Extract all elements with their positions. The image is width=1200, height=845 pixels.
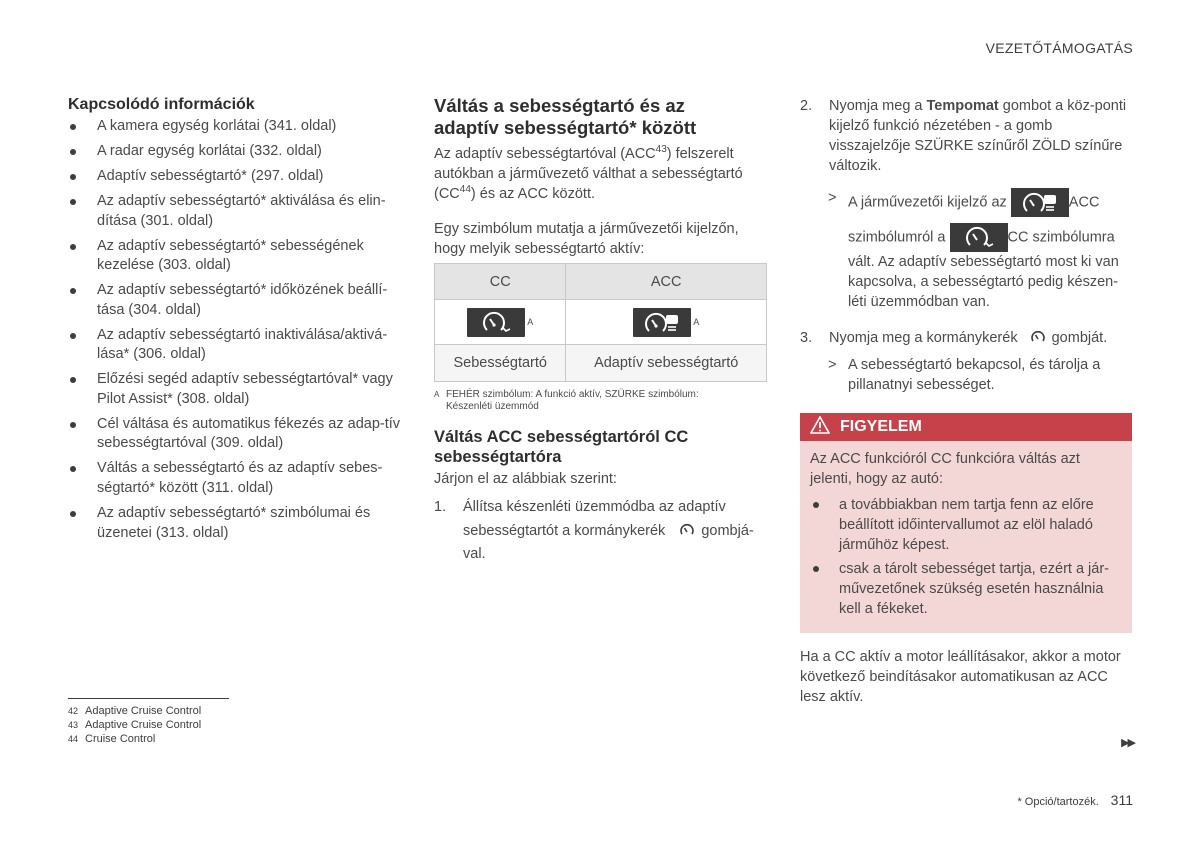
table-label-cc: Sebességtartó [435, 345, 566, 382]
list-item[interactable]: Adaptív sebességtartó* (297. oldal) [68, 167, 403, 187]
footnote: 43 Adaptive Cruise Control [68, 719, 202, 731]
step-list-3 [800, 328, 1135, 351]
continue-arrows-icon[interactable]: ▶▶ [1121, 737, 1134, 749]
related-info-section [68, 95, 403, 549]
bullet-icon [70, 466, 76, 472]
step-2-result: > A járművezetői kijelző az ACC szimbólumról a CC szimbólumra vált. Az adaptív sebességtartó most ki van kapcsolva, a sebességtartó pedig készen-léti üzemmódban van. [828, 190, 1119, 310]
list-item: a továbbiakban nem tartja fenn az előre beállított időintervallumot az elöl haladó járműhöz képest. [810, 495, 1122, 555]
list-item[interactable]: Váltás a sebességtartó és az adaptív sebes-ségtartó* között (311. oldal) [68, 459, 403, 498]
warning-title: FIGYELEM [840, 418, 922, 435]
warning-header [800, 413, 1132, 441]
subsection-intro: Járjon el az alábbiak szerint: [434, 471, 617, 487]
cruise-control-icon [467, 308, 525, 337]
list-item[interactable]: Az adaptív sebességtartó inaktiválása/aktivá-lása* (306. oldal) [68, 326, 403, 365]
chapter-header: VEZETŐTÁMOGATÁS [985, 40, 1133, 56]
bullet-icon [70, 174, 76, 180]
subsection-title: Váltás ACC sebességtartóról CC sebességtartóra [434, 428, 689, 466]
table-header-cc: CC [435, 264, 566, 300]
footnote-divider [68, 698, 229, 699]
table-footnote: A FEHÉR szimbólum: A funkció aktív, SZÜRKE szimbólum: Készenléti üzemmód [434, 389, 699, 412]
adaptive-cruise-control-icon [633, 308, 691, 337]
bullet-icon [813, 502, 819, 508]
warning-box [800, 413, 1132, 633]
warning-list [810, 495, 1122, 619]
table-cell-cc-icon: A [435, 300, 566, 345]
cruise-control-icon [950, 223, 1008, 252]
page-footer [1017, 792, 1133, 808]
bullet-icon [70, 333, 76, 339]
related-info-heading: Kapcsolódó információk [68, 96, 255, 113]
cruise-symbol-table [434, 263, 767, 382]
step-3: 3. Nyomja meg a kormánykerék gombját. [800, 328, 1135, 351]
list-item: csak a tárolt sebességet tartja, ezért a jár-művezetőnek szükség esetén használnia kell a fékeket. [810, 559, 1122, 619]
list-item[interactable]: Az adaptív sebességtartó* szimbólumai és üzenetei (313. oldal) [68, 504, 403, 543]
step-list [434, 497, 769, 564]
footnote: 42 Adaptive Cruise Control [68, 705, 202, 717]
bullet-icon [70, 422, 76, 428]
step-1: 1. Állítsa készenléti üzemmódba az adaptív sebességtartót a kormánykerék gombjá- val. [434, 499, 754, 562]
steering-wheel-cruise-icon [679, 522, 695, 544]
warning-triangle-icon [810, 416, 830, 439]
footnote: 44 Cruise Control [68, 733, 156, 745]
table-header-acc: ACC [566, 264, 767, 300]
list-item[interactable]: Az adaptív sebességtartó* sebességének kezelése (303. oldal) [68, 237, 403, 276]
bullet-icon [70, 199, 76, 205]
switch-section [434, 95, 769, 564]
list-item[interactable]: A kamera egység korlátai (341. oldal) [68, 117, 403, 137]
table-cell-acc-icon: A [566, 300, 767, 345]
list-item[interactable]: Előzési segéd adaptív sebességtartóval* vagy Pilot Assist* (308. oldal) [68, 370, 403, 409]
bullet-icon [70, 288, 76, 294]
closing-paragraph: Ha a CC aktív a motor leállításakor, akkor a motor következő beindításakor automatikusan az ACC lesz aktív. [800, 649, 1121, 705]
step-2: 2. Nyomja meg a Tempomat gombot a köz-ponti kijelző funkció nézetében - a gomb visszajelzője SZÜRKE színűről ZÖLD színűre változik. [800, 98, 1127, 174]
symbol-paragraph: Egy szimbólum mutatja a járművezetői kijelzőn, hogy melyik sebességtartó aktív: [434, 221, 739, 257]
bullet-icon [70, 511, 76, 517]
bullet-icon [813, 566, 819, 572]
list-item[interactable]: Cél váltása és automatikus fékezés az adap-tív sebességtartóval (309. oldal) [68, 415, 403, 454]
page-number: 311 [1110, 792, 1133, 808]
related-info-list [68, 117, 403, 543]
list-item[interactable]: A radar egység korlátai (332. oldal) [68, 142, 403, 162]
bullet-icon [70, 377, 76, 383]
steps-continued [800, 96, 1135, 707]
warning-body [800, 441, 1132, 633]
bullet-icon [70, 244, 76, 250]
list-item[interactable]: Az adaptív sebességtartó* időközének beállí-tása (304. oldal) [68, 281, 403, 320]
warning-intro: Az ACC funkcióról CC funkcióra váltás azt jelenti, hogy az autó: [810, 451, 1080, 487]
step-list-continued [800, 96, 1135, 176]
bullet-icon [70, 124, 76, 130]
steering-wheel-cruise-icon [1030, 329, 1046, 351]
bullet-icon [70, 149, 76, 155]
adaptive-cruise-control-icon [1011, 188, 1069, 217]
option-note: * Opció/tartozék. [1017, 796, 1099, 808]
list-item[interactable]: Az adaptív sebességtartó* aktiválása és elin-dítása (301. oldal) [68, 192, 403, 231]
step-3-result: > A sebességtartó bekapcsol, és tárolja a pillanatnyi sebességet. [828, 357, 1101, 393]
intro-paragraph: Az adaptív sebességtartóval (ACC$^{43}$) felszerelt autókban a járművezető válthat a sebességtartó (CC$^{44}$) és az ACC között. [434, 144, 743, 202]
table-label-acc: Adaptív sebességtartó [566, 345, 767, 382]
section-title: Váltás a sebességtartó és az adaptív sebességtartó* között [434, 95, 697, 138]
